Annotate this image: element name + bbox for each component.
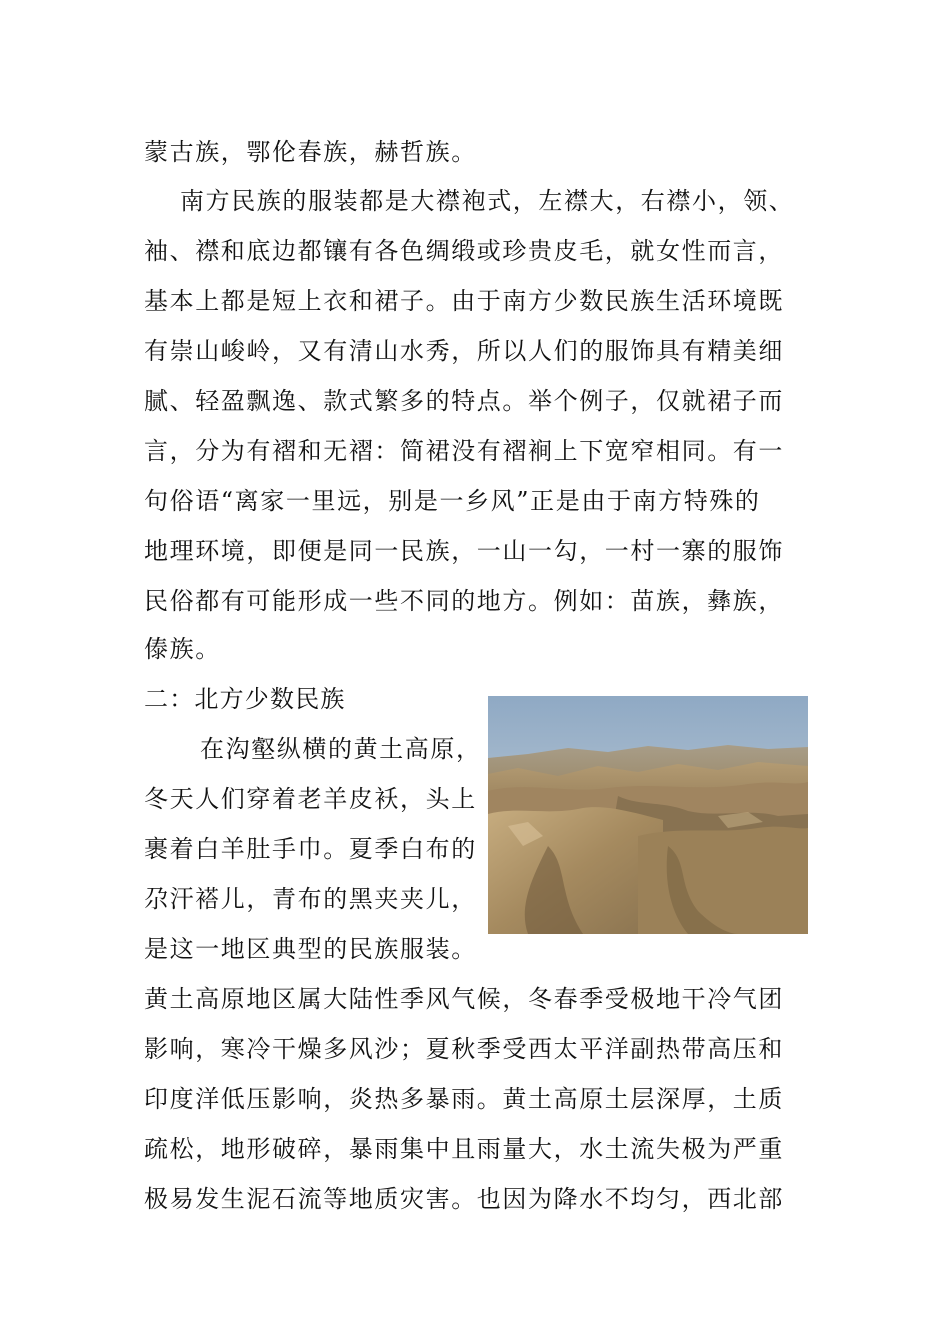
text-line: 裹着白羊肚手巾。夏季白布的	[144, 835, 477, 863]
text-line: 冬天人们穿着老羊皮袄，头上	[144, 785, 477, 813]
text-line: 极易发生泥石流等地质灾害。也因为降水不均匀，西北部	[144, 1185, 784, 1213]
text-line: 黄土高原地区属大陆性季风气候，冬春季受极地干冷气团	[144, 985, 784, 1013]
text-line: 地理环境，即便是同一民族，一山一勾，一村一寨的服饰	[144, 537, 784, 565]
text-line: 基本上都是短上衣和裙子。由于南方少数民族生活环境既	[144, 287, 784, 315]
text-line: 在沟壑纵横的黄土高原，	[200, 735, 482, 763]
text-line: 影响，寒冷干燥多风沙；夏秋季受西太平洋副热带高压和	[144, 1035, 784, 1063]
text-line: 印度洋低压影响，炎热多暴雨。黄土高原土层深厚，土质	[144, 1085, 784, 1113]
text-line: 南方民族的服装都是大襟袍式，左襟大，右襟小，领、	[180, 187, 795, 215]
text-line: 傣族。	[144, 635, 221, 663]
loess-plateau-photo	[488, 696, 808, 934]
text-line: 疏松，地形破碎，暴雨集中且雨量大，水土流失极为严重	[144, 1135, 784, 1163]
text-line: 言，分为有褶和无褶：简裙没有褶裥上下宽窄相同。有一	[144, 437, 784, 465]
text-line: 腻、轻盈飘逸、款式繁多的特点。举个例子，仅就裙子而	[144, 387, 784, 415]
text-line: 袖、襟和底边都镶有各色绸缎或珍贵皮毛，就女性而言，	[144, 237, 784, 265]
text-line: 民俗都有可能形成一些不同的地方。例如：苗族，彝族，	[144, 587, 784, 615]
text-line: 有崇山峻岭，又有清山水秀，所以人们的服饰具有精美细	[144, 337, 784, 365]
landscape-image	[488, 696, 808, 934]
text-line: 尕汗褡儿，青布的黑夹夹儿，	[144, 885, 477, 913]
text-line: 蒙古族，鄂伦春族，赫哲族。	[144, 138, 477, 166]
section-heading: 二：北方少数民族	[144, 685, 346, 713]
text-line: 是这一地区典型的民族服装。	[144, 935, 477, 963]
text-line: 句俗语“离家一里远，别是一乡风”正是由于南方特殊的	[144, 487, 761, 515]
